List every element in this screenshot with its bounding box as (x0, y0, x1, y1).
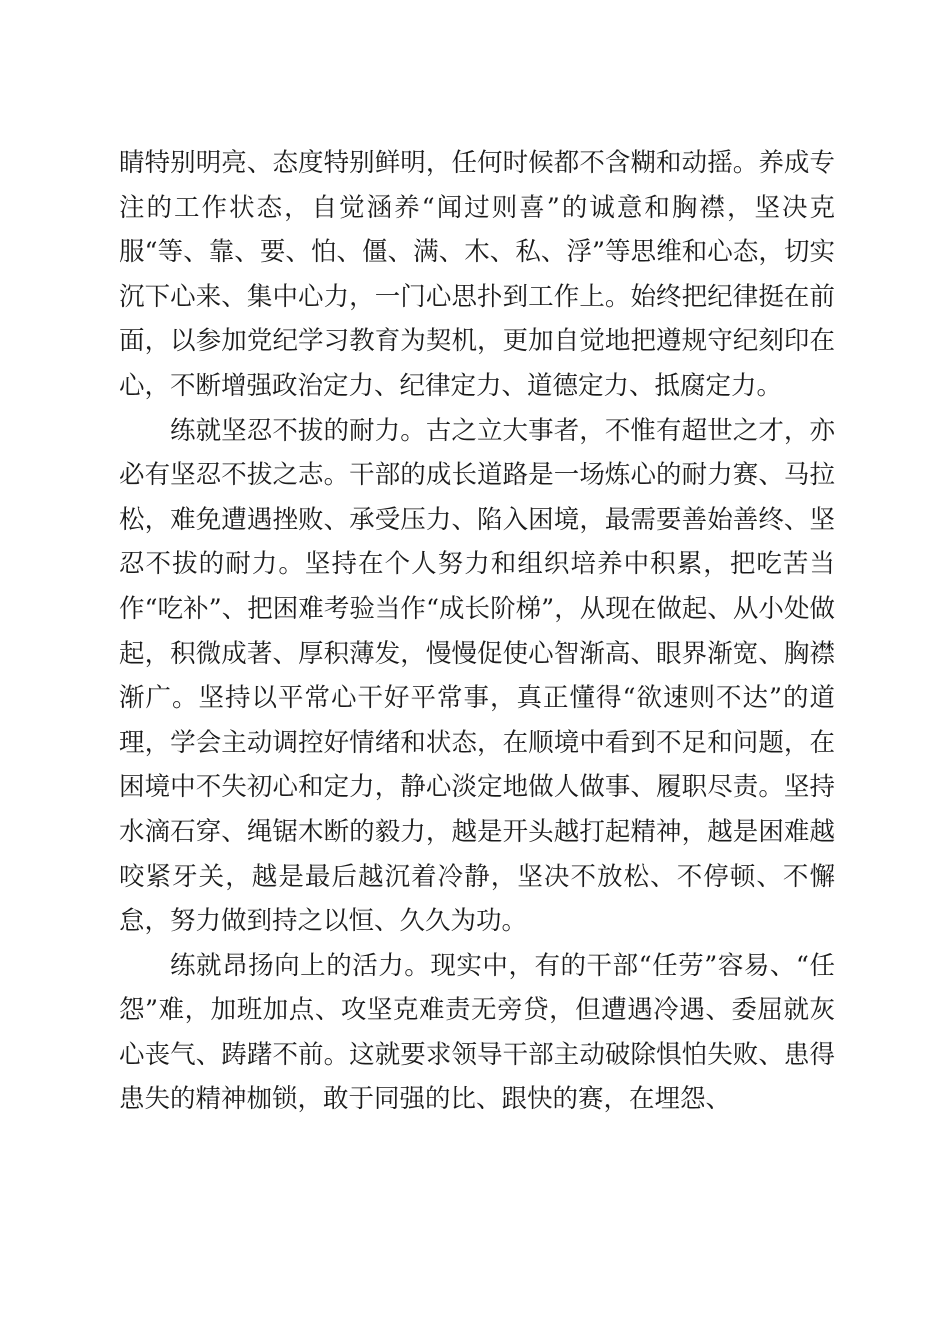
paragraph-continuation: 睛特别明亮、态度特别鲜明，任何时候都不含糊和动摇。养成专注的工作状态，自觉涵养“闻过则喜”的诚意和胸襟，坚决克服“等、靠、要、怕、僵、满、木、私、浮”等思维和心态，切实沉下心来、集中心力，一门心思扑到工作上。始终把纪律挺在前面，以参加党纪学习教育为契机，更加自觉地把遵规守纪刻印在心，不断增强政治定力、纪律定力、道德定力、抵腐定力。 (119, 148, 835, 401)
paragraph-endurance: 练就坚忍不拔的耐力。古之立大事者，不惟有超世之才，亦必有坚忍不拔之志。干部的成长道路是一场炼心的耐力赛、马拉松，难免遭遇挫败、承受压力、陷入困境，最需要善始善终、坚忍不拔的耐力。坚持在个人努力和组织培养中积累，把吃苦当作“吃补”、把困难考验当作“成长阶梯”，从现在做起、从小处做起，积微成著、厚积薄发，慢慢促使心智渐高、眼界渐宽、胸襟渐广。坚持以平常心干好平常事，真正懂得“欲速则不达”的道理，学会主动调控好情绪和状态，在顺境中看到不足和问题，在困境中不失初心和定力，静心淡定地做人做事、履职尽责。坚持水滴石穿、绳锯木断的毅力，越是开头越打起精神，越是困难越咬紧牙关，越是最后越沉着冷静，坚决不放松、不停顿、不懈怠，努力做到持之以恒、久久为功。 (119, 415, 835, 937)
document-body (119, 141, 835, 1122)
paragraph-vitality: 练就昂扬向上的活力。现实中，有的干部“任劳”容易、“任怨”难，加班加点、攻坚克难责无旁贷，但遭遇冷遇、委屈就灰心丧气、踌躇不前。这就要求领导干部主动破除惧怕失败、患得患失的精神枷锁，敢于同强的比、跟快的赛，在埋怨、 (119, 950, 835, 1115)
